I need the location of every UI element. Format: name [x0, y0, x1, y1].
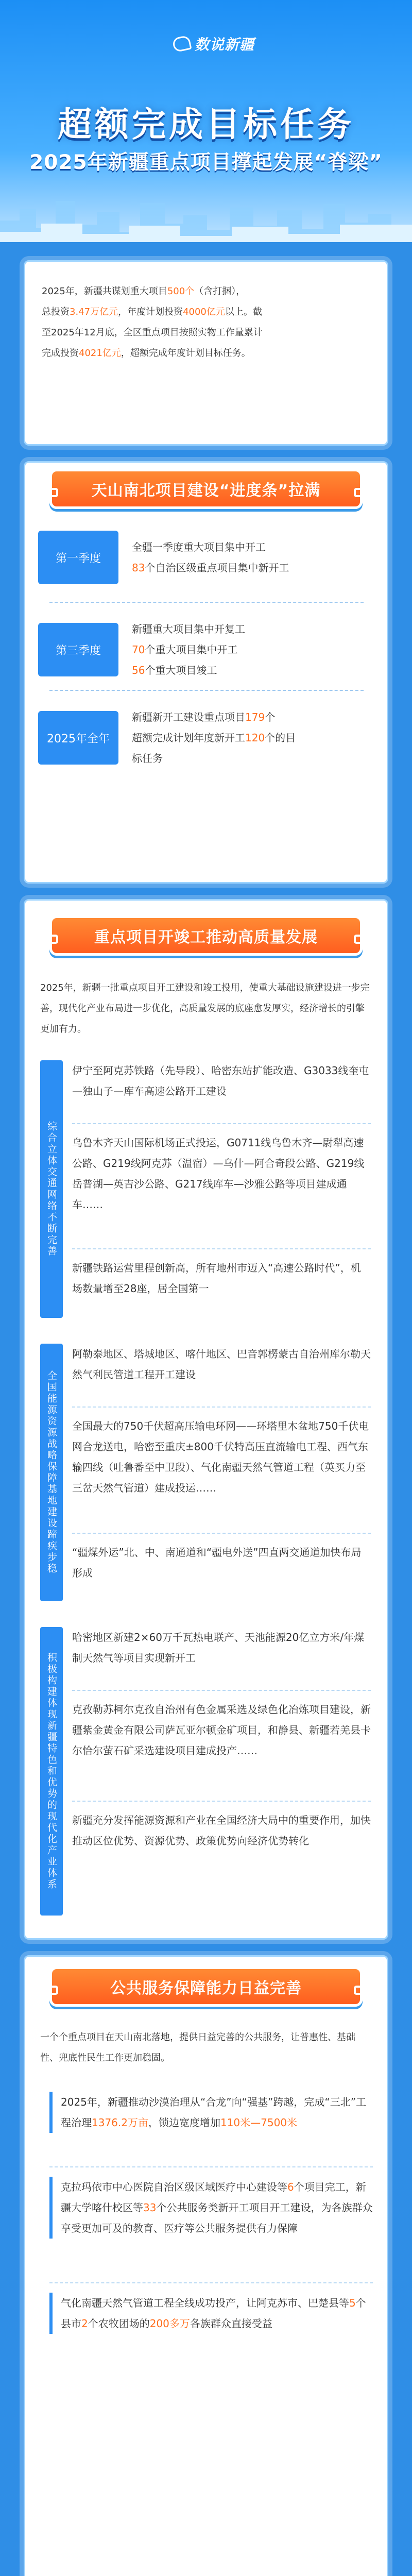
summary-line: 完成投资: [42, 348, 79, 359]
hero-banner: [0, 0, 412, 242]
public-text: 个县市: [61, 2297, 366, 2330]
divider: [49, 2282, 373, 2283]
stage-number: 56: [132, 664, 145, 676]
stage-q3: [38, 619, 374, 681]
transport-paragraph-1: 伊宁至阿克苏铁路（先导段）、哈密东站扩能改造、G3033线奎屯—独山子—库车高速公路开工建设: [72, 1064, 369, 1097]
divider: [72, 1533, 371, 1534]
public-text: 各族群众直接受益: [190, 2317, 272, 2330]
logo: [157, 30, 270, 58]
public-item-medical: [49, 2177, 373, 2239]
stage-q1: [38, 531, 374, 584]
divider: [49, 602, 364, 603]
public-text: 2025年，新疆推动沙漠治理从“合龙”向“强基”跨越，完成“三北”工程治理: [61, 2096, 367, 2129]
stage-label: 2025年全年: [38, 711, 118, 765]
stage-line: 个重大项目竣工: [145, 664, 217, 676]
energy-paragraph-1: 阿勒泰地区、塔城地区、喀什地区、巴音郭楞蒙古自治州库尔勒天然气利民管道工程开工建设: [72, 1348, 371, 1381]
divider: [49, 2166, 373, 2167]
quality-intro: 2025年，新疆一批重点项目开工建设和竣工投用，使重大基础设施建设进一步完善，现代化产业布局进一步优化，高质量发展的底座愈发厚实，经济增长的引擎更加有力。: [40, 982, 370, 1035]
public-text: 个项目完工，新疆大学喀什校区等: [61, 2181, 366, 2214]
summary-line: ，超额完成年度计划目标任务。: [121, 348, 251, 359]
logo-text: 数说新疆: [194, 36, 254, 53]
divider: [72, 1123, 371, 1124]
stage-line: 新疆新开工建设重点项目: [132, 711, 245, 723]
public-text: 气化南疆天然气管道工程全线成功投产，让阿克苏市、巴楚县等: [61, 2297, 349, 2309]
summary-highlight: 4000亿元: [183, 307, 225, 317]
stage-line: 标任务: [132, 752, 163, 765]
transport-paragraph-2: 乌鲁木齐天山国际机场正式投运，G0711线乌鲁木齐—尉犁高速公路、G219线阿克苏（温宿）—乌什—阿合奇段公路、G219线岳普湖—英吉沙公路、G217线库车—沙雅公路等项目建成通车……: [72, 1137, 365, 1211]
section-title-quality: 重点项目开竣工推动高质量发展: [49, 916, 363, 956]
stage-number: 179: [245, 711, 265, 723]
energy-highlight: “疆煤外运”北、中、南通道和“疆电外送”四直两交通道加快布局形成: [72, 1546, 362, 1579]
public-intro: 一个个重点项目在天山南北落地，提供日益完善的公共服务，让普惠性、基础性、兜底性民生工作更加稳固。: [40, 2032, 355, 2063]
stage-label: 第一季度: [38, 531, 118, 584]
stage-line: 个重大项目集中开工: [145, 643, 238, 656]
stage-line: 个的目: [265, 732, 296, 744]
stage-line: 个自治区级重点项目集中新开工: [145, 562, 289, 574]
industry-highlight: 新疆充分发挥能源资源和产业在全国经济大局中的重要作用，加快推动区位优势、资源优势、政策优势向经济优势转化: [72, 1814, 371, 1847]
stage-number: 70: [132, 643, 145, 656]
divider: [49, 690, 364, 691]
section-title-public: 公共服务保障能力日益完善: [49, 1967, 363, 2007]
public-highlight: 6: [287, 2181, 294, 2193]
public-highlight: 110米—7500米: [220, 2116, 298, 2129]
stage-line: 全疆一季度重大项目集中开工: [132, 541, 266, 553]
category-label-industry: 积极构建体现新疆特色和优势的现代化产业体系: [40, 1627, 63, 1916]
public-text: 个农牧团场的: [88, 2317, 150, 2330]
public-highlight: 200多万: [149, 2317, 190, 2330]
stage-text: [132, 537, 374, 578]
divider: [72, 1406, 371, 1408]
divider: [72, 1801, 371, 1802]
public-text: 个公共服务类新开工项目开工建设，为各族群众享受更加可及的教育、医疗等公共服务提供有力保障: [61, 2201, 373, 2234]
stage-line: 超额完成计划年度新开工: [132, 732, 245, 744]
page-subtitle: 2025年新疆重点项目撑起发展“脊梁”: [29, 151, 383, 174]
divider: [72, 1248, 371, 1249]
summary-line: 2025年，新疆共谋划重大项目: [42, 286, 167, 297]
stage-label: 第三季度: [38, 623, 118, 676]
transport-highlight: 新疆铁路运营里程创新高，所有地州市迈入“高速公路时代”，机场数量增至28座，居全国第一: [72, 1262, 361, 1295]
summary-line: ，年度计划投资: [118, 307, 183, 317]
industry-paragraph-1: 哈密地区新建2×60万千瓦热电联产、天池能源20亿立方米/年煤制天然气等项目实现新开工: [72, 1631, 365, 1664]
summary-text: [42, 281, 369, 364]
summary-line: 总投资: [42, 307, 70, 317]
stage-year: [38, 707, 374, 769]
summary-highlight: 4021亿元: [79, 348, 121, 359]
public-highlight: 2: [81, 2317, 88, 2330]
public-text: 克拉玛依市中心医院自治区级区域医疗中心建设等: [61, 2181, 287, 2193]
page-title: 超额完成目标任务: [58, 105, 354, 144]
summary-highlight: 500个: [167, 286, 195, 297]
stage-line: 新疆重大项目集中开复工: [132, 623, 245, 635]
summary-panel: [24, 260, 388, 446]
divider: [72, 1690, 371, 1691]
public-highlight: 33: [143, 2201, 157, 2214]
stage-text: [132, 707, 374, 769]
energy-paragraph-2: 全国最大的750千伏超高压输电环网——环塔里木盆地750千伏电网合龙送电，哈密至重庆±800千伏特高压直流输电工程、西气东输四线（吐鲁番至中卫段）、气化南疆天然气管道工程（英买力至三岔天然气管道）建成投运……: [72, 1420, 369, 1494]
public-highlight: 1376.2万亩: [92, 2116, 148, 2129]
stage-line: 个: [265, 711, 276, 723]
industry-paragraph-2: 克孜勒苏柯尔克孜自治州有色金属采选及绿色化冶炼项目建设，新疆紫金黄金有限公司萨瓦亚尔顿金矿项目，和静县、新疆若羌县卡尔恰尔萤石矿采选建设项目建成投产……: [72, 1703, 371, 1757]
category-label-transport: 综合立体交通网络不断完善: [40, 1060, 63, 1318]
stage-text: [132, 619, 374, 681]
summary-line: 至2025年12月底，全区重点项目按照实物工作量累计: [42, 327, 263, 338]
public-item-gas: [49, 2293, 373, 2334]
summary-line: （含打捆），: [194, 286, 246, 297]
public-item-desert: [49, 2092, 373, 2133]
public-text: ，锁边宽度增加: [148, 2116, 220, 2129]
category-label-energy: 全国能源资源战略保障基地建设蹄疾步稳: [40, 1344, 63, 1601]
stage-number: 83: [132, 562, 145, 574]
city-skyline-icon: [0, 180, 412, 242]
public-highlight: 5: [349, 2297, 356, 2309]
stage-number: 120: [245, 732, 265, 744]
logo-icon: [171, 35, 192, 53]
summary-highlight: 3.47万亿元: [70, 307, 118, 317]
summary-line: 以上。截: [225, 307, 262, 317]
section-title-progress: 天山南北项目建设“进度条”拉满: [49, 469, 363, 509]
